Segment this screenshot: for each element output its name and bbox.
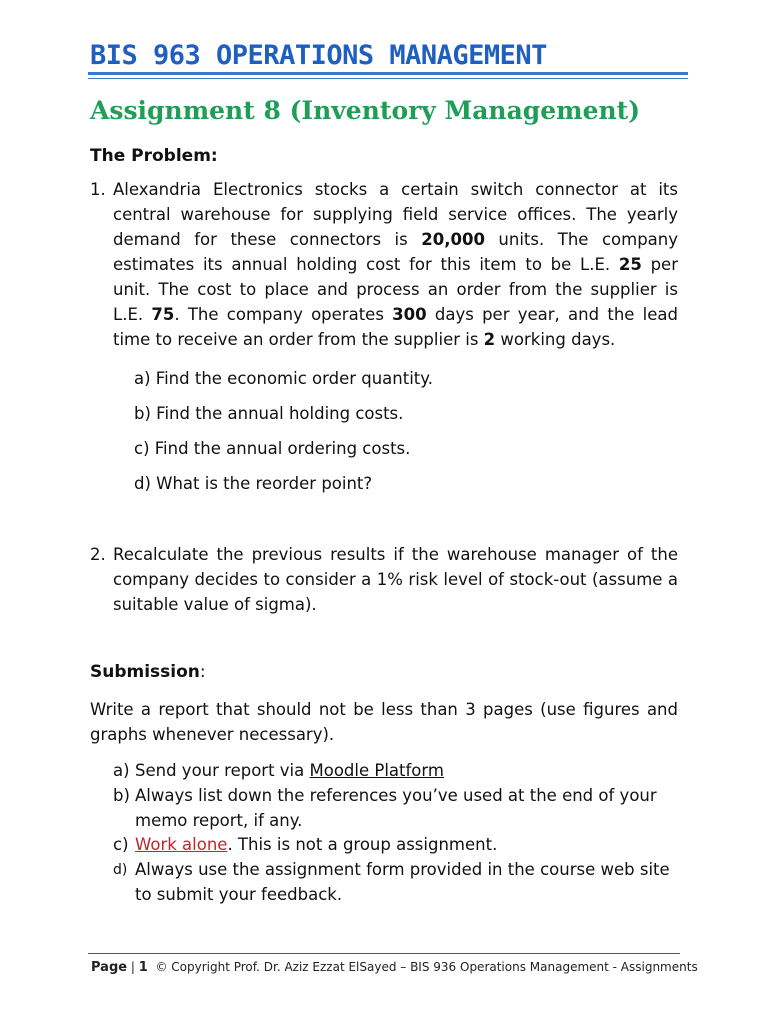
page-footer <box>91 960 698 975</box>
page-separator: | <box>130 960 135 974</box>
holding-cost-value: 25 <box>618 255 642 274</box>
submission-item-c: Work alone. This is not a group assignment. <box>135 835 498 854</box>
footer-copyright: © Copyright Prof. Dr. Aziz Ezzat ElSayed – BIS 936 Operations Management - Assignments <box>155 960 698 974</box>
submission-heading: Submission: <box>90 662 206 682</box>
submission-item-d-label: d) <box>113 862 128 878</box>
footer-rule <box>88 953 680 954</box>
submission-intro: Write a report that should not be less than 3 pages (use figures and graphs whenever necessary). <box>90 700 678 744</box>
question-1-sub-c: c) Find the annual ordering costs. <box>134 439 411 458</box>
moodle-platform-link[interactable]: Moodle Platform <box>309 761 444 780</box>
submission-item-a-label: a) <box>113 761 130 780</box>
lead-time-value: 2 <box>483 330 496 349</box>
question-1-number: 1. <box>90 180 106 199</box>
submission-item-c-label: c) <box>113 835 129 854</box>
problem-heading: The Problem: <box>90 146 218 166</box>
header-rule-thin <box>88 78 688 79</box>
submission-item-b: Always list down the references you’ve used at the end of your memo report, if any. <box>135 786 657 830</box>
header-rule-thick <box>88 72 688 75</box>
question-1-sub-b: b) Find the annual holding costs. <box>134 404 404 423</box>
question-2-number: 2. <box>90 545 106 564</box>
submission-item-a: Send your report via Moodle Platform <box>135 761 444 780</box>
submission-item-b-label: b) <box>113 786 130 805</box>
page-label: Page <box>91 960 128 975</box>
order-cost-value: 75 <box>151 305 175 324</box>
operating-days-value: 300 <box>392 305 427 324</box>
course-title: BIS 963 OPERATIONS MANAGEMENT <box>90 40 547 71</box>
question-2-text: Recalculate the previous results if the warehouse manager of the company decides to consider a 1% risk level of stock-out (assume a suitable value of sigma). <box>113 545 678 614</box>
question-1-text: Alexandria Electronics stocks a certain switch connector at its central warehouse for supplying field service offices. The yearly demand for these connectors is 20,000 units. The company estimates its annual holding cost for this item to be L.E. 25 per unit. The cost to place and process an order from the supplier is L.E. 75. The company operates 300 days per year, and the lead time to receive an order from the supplier is 2 working days. <box>113 180 678 349</box>
question-1-sub-a: a) Find the economic order quantity. <box>134 369 433 388</box>
work-alone-link[interactable]: Work alone <box>135 835 228 854</box>
question-1-sub-d: d) What is the reorder point? <box>134 474 373 493</box>
page-number: 1 <box>138 960 148 975</box>
submission-item-d: Always use the assignment form provided in the course web site to submit your feedback. <box>135 860 670 904</box>
demand-value: 20,000 <box>421 230 485 249</box>
assignment-title: Assignment 8 (Inventory Management) <box>90 96 641 125</box>
